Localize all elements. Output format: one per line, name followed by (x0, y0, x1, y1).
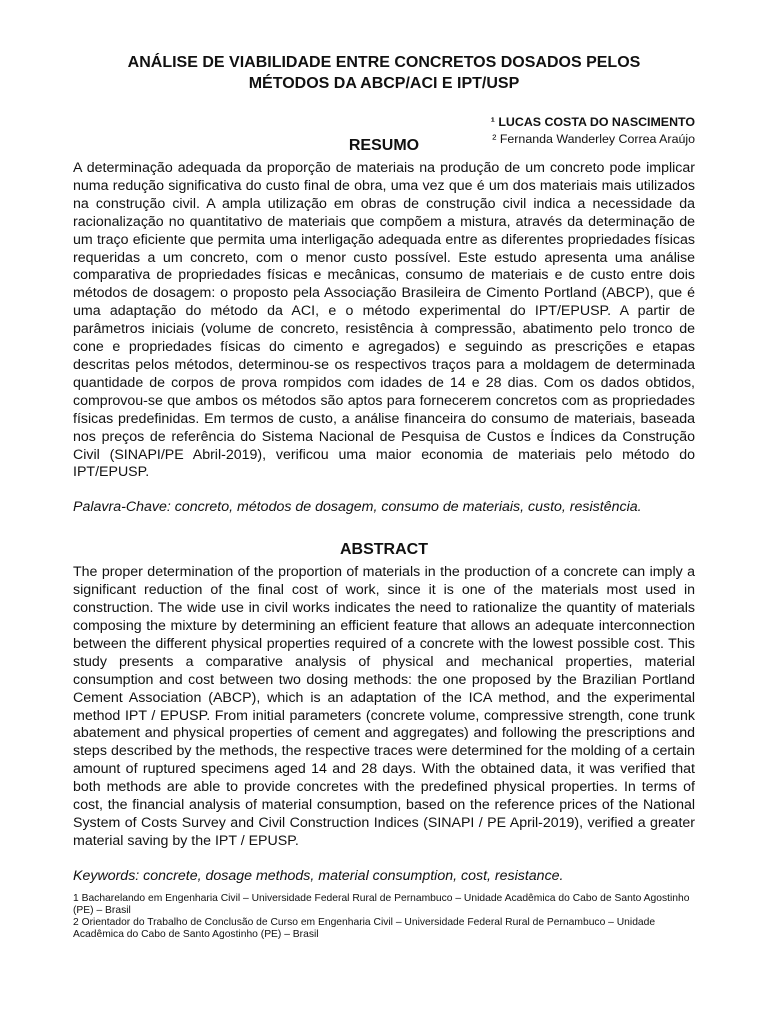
resumo-section (73, 136, 695, 516)
author-1: ¹ LUCAS COSTA DO NASCIMENTO (490, 115, 695, 129)
author-2: ² Fernanda Wanderley Correa Araújo (492, 132, 695, 146)
title-line-2: MÉTODOS DA ABCP/ACI E IPT/USP (248, 75, 520, 92)
title-line-1: ANÁLISE DE VIABILIDADE ENTRE CONCRETOS DOSADOS PELOS (127, 54, 641, 71)
resumo-heading: RESUMO (348, 137, 420, 154)
resumo-text: A determinação adequada da proporção de materiais na produção de um concreto pode implicar numa redução significativa do custo final de obra, uma vez que é um dos materiais mais utilizados na construção civil. A ampla utilização em obras de construção civil indica a necessidade da racionalização no quantitativo de materiais que compõem a mistura, através da determinação de um traço eficiente que permita uma interligação adequada entre as diferentes propriedades físicas requeridas a um concreto, com o menor custo possível. Este estudo apresenta uma análise comparativa de propriedades físicas e mecânicas, consumo de materiais e de custo entre dois métodos de dosagem: o proposto pela Associação Brasileira de Cimento Portland (ABCP), que é uma adaptação do método da ACI, e o método experimental do IPT/EPUSP. A partir de parâmetros iniciais (volume de concreto, resistência à compressão, abatimento pelo tronco de cone e propriedades físicas do cimento e agregados) e seguindo as prescrições e etapas descritas pelos métodos, determinou-se os respectivos traços para a moldagem de determinada quantidade de corpos de prova rompidos com idades de 14 e 28 dias. Com os dados obtidos, comprovou-se que ambos os métodos são aptos para fornecerem concretos com as propriedades físicas predefinidas. Em termos de custo, a análise financeira do consumo de materiais, baseada nos preços de referência do Sistema Nacional de Pesquisa de Custos e Índices da Construção Civil (SINAPI/PE Abril-2019), verificou uma maior economia de materiais pelo método do IPT/EPUSP. (73, 160, 695, 481)
footnote-1: 1 Bacharelando em Engenharia Civil – Universidade Federal Rural de Pernambuco – Unidade Acadêmica do Cabo de Santo Agostinho (PE) – Brasil (73, 892, 690, 916)
abstract-section (73, 540, 695, 885)
footnotes (73, 893, 695, 941)
abstract-text: The proper determination of the proportion of materials in the production of a concrete can imply a significant reduction of the final cost of work, since it is one of the materials most used in construction. The wide use in civil works indicates the need to rationalize the quantity of materials composing the mixture by determining an efficient feature that allows an adequate interconnection between the different physical properties required of a concrete with the lowest possible cost. This study presents a comparative analysis of physical and mechanical properties, material consumption and cost between two dosing methods: the one proposed by the Brazilian Portland Cement Association (ABCP), which is an adaptation of the ICA method, and the experimental method IPT / EPUSP. From initial parameters (concrete volume, compressive strength, cone trunk abatement and physical properties of cement and aggregates) and following the prescriptions and steps described by the methods, the respective traces were determined for the molding of a certain amount of ruptured specimens aged 14 and 28 days. With the obtained data, it was verified that both methods are able to provide concretes with the predefined physical properties. In terms of cost, the financial analysis of material consumption, based on the reference prices of the National System of Costs Survey and Civil Construction Indices (SINAPI / PE April-2019), verified a greater material saving by the IPT / EPUSP. (73, 564, 695, 849)
abstract-keywords: Keywords: concrete, dosage methods, material consumption, cost, resistance. (73, 867, 564, 884)
abstract-heading: ABSTRACT (340, 541, 428, 559)
footnote-2: 2 Orientador do Trabalho de Conclusão de Curso em Engenharia Civil – Universidade Federal Rural de Pernambuco – Unidade Acadêmica do Cabo de Santo Agostinho (PE) – Brasil (73, 916, 656, 940)
paper-title (73, 0, 695, 94)
resumo-keywords: Palavra-Chave: concreto, métodos de dosagem, consumo de materiais, custo, resistência. (73, 499, 642, 516)
